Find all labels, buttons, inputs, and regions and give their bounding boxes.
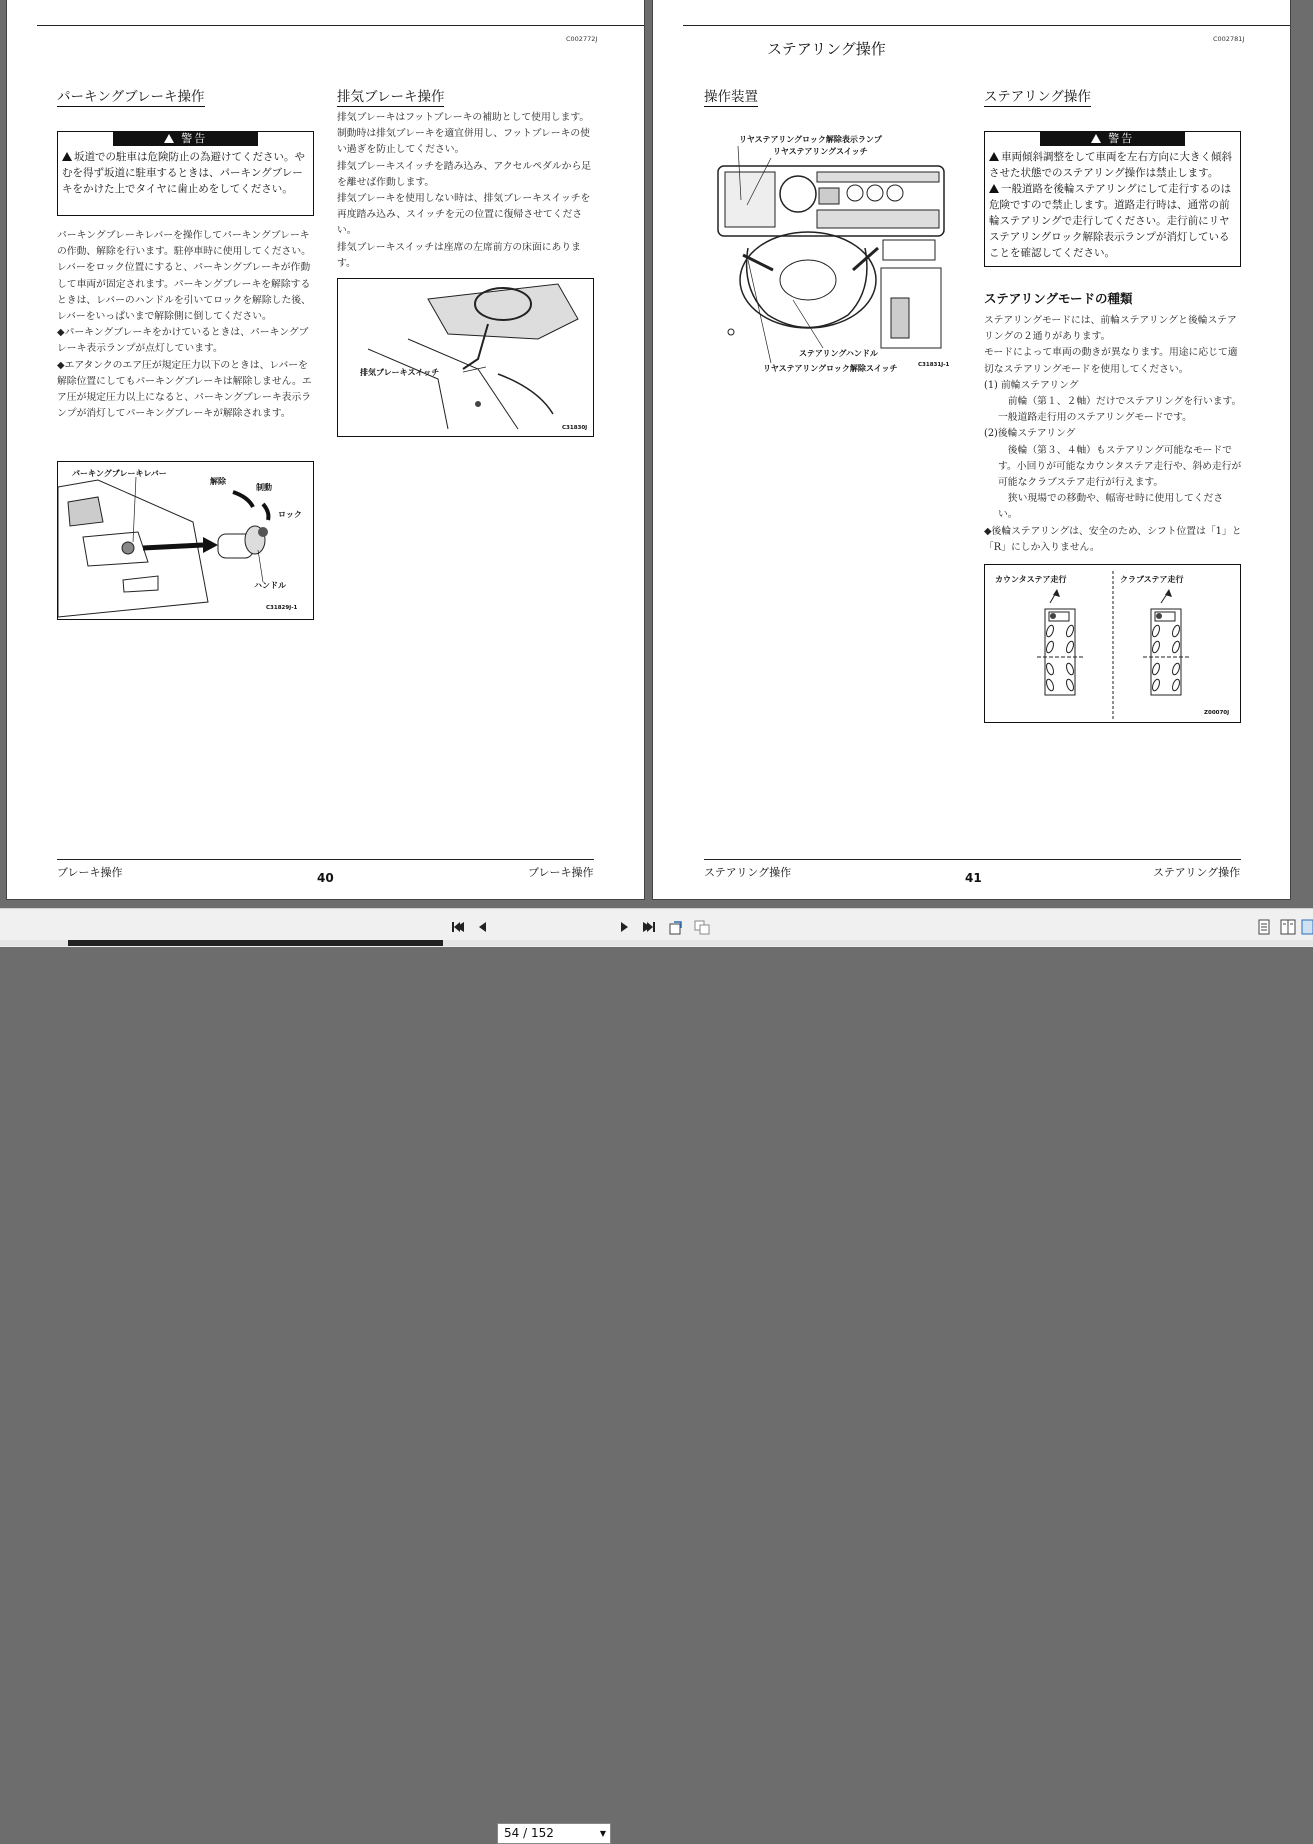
- single-page-icon[interactable]: [1255, 918, 1273, 936]
- subhead-steering-modes: ステアリングモードの種類: [984, 291, 1133, 306]
- steering-mode-text: ステアリングモードには、前輪ステアリングと後輪ステアリングの２通りがあります。 モードによって車両の動きが異なります。用途に応じて適切なステアリングモードを使用してください。 (1) 前輪ステアリング 前輪（第１、２軸）だけでステアリングを行います。一般道路走行用のステアリングモードです。 (2)後輪ステアリング 後輪（第３、４軸）もステアリング可能なモードです。小回りが可能なカウンタステア走行や、斜め走行が可能なクラブステア走行が行えます。 狭い現場での移動や、幅寄せ時に使用してください。 ◆後輪ステアリングは、安全のため、シフト位置は「1」と「R」にしか入りません。: [984, 315, 1242, 553]
- footer-right-text: ステアリング操作: [1153, 866, 1241, 879]
- label-lock: ロック: [278, 510, 302, 519]
- footer-right-text: ブレーキ操作: [528, 866, 594, 879]
- label-rear-unlock-switch: リヤステアリングロック解除スイッチ: [763, 364, 898, 373]
- warning-icon: [989, 184, 999, 193]
- warning-text: 坂道での駐車は危険防止の為避けてください。やむを得ず坂道に駐車するときは、パーキングブレーキをかけた上でタイヤに歯止めをしてください。: [62, 151, 305, 195]
- last-page-icon[interactable]: [640, 918, 658, 936]
- page-40: [7, 0, 644, 899]
- warning-icon: [989, 152, 999, 161]
- scrollbar-thumb[interactable]: [68, 940, 443, 946]
- warning-icon: [62, 152, 72, 161]
- page-number: 41: [965, 871, 982, 885]
- figure-code: C31830J: [562, 425, 588, 431]
- section-title-controls: 操作装置: [704, 85, 758, 107]
- label-handle: ハンドル: [254, 581, 286, 590]
- figure-exhaust-brake-switch: [337, 278, 594, 437]
- label-exhaust-switch: 排気ブレーキスイッチ: [360, 368, 440, 377]
- rotate-icon[interactable]: [667, 918, 685, 936]
- label-rear-steering-switch: リヤステアリングスイッチ: [773, 147, 868, 156]
- figure-code: C31831J-1: [918, 362, 950, 368]
- prev-page-icon[interactable]: [473, 918, 491, 936]
- document-viewport: [0, 0, 1313, 908]
- warning-icon: [164, 134, 174, 143]
- figure-steering-controls: [713, 130, 953, 375]
- footer-rule: [704, 859, 1241, 860]
- steering-modes-diagram: [985, 565, 1241, 723]
- figure-parking-brake-lever: [57, 461, 314, 620]
- section-title-exhaust-brake: 排気ブレーキ操作: [337, 85, 444, 107]
- figure-code: C31829J-1: [266, 605, 298, 611]
- doc-code: C002781J: [1213, 35, 1245, 43]
- thumbnail-icon[interactable]: [1301, 918, 1313, 936]
- footer-left-text: ステアリング操作: [704, 866, 792, 879]
- label-counter-steer: カウンタステア走行: [995, 575, 1067, 584]
- page-number: 40: [317, 871, 334, 885]
- parking-brake-illustration: [58, 462, 314, 620]
- label-release: 解除: [210, 477, 226, 486]
- parking-brake-text: パーキングブレーキレバーを操作してパーキングブレーキの作動、解除を行います。駐停車時に使用してください。 レバーをロック位置にすると、パーキングブレーキが作動して車両が固定されます。パーキングブレーキを解除するときは、レバーのハンドルを引いてロックを解除した後、レバーをいっぱいまで解除側に倒してください。 ◆パーキングブレーキをかけているときは、パーキングブレーキ表示ランプが点灯しています。 ◆エアタンクのエア圧が規定圧力以下のときは、レバーを解除位置にしてもパーキングブレーキは解除しません。エア圧が規定圧力以上になると、パーキングブレーキ表示ランプが消灯してパーキングブレーキが解除されます。: [57, 230, 312, 420]
- label-steering-handle: ステアリングハンドル: [799, 349, 878, 358]
- page-title: ステアリング操作: [767, 40, 886, 58]
- warning-icon: [1091, 134, 1101, 143]
- warning-heading: 警告: [113, 131, 258, 146]
- footer-rule: [57, 859, 594, 860]
- page-41: [653, 0, 1290, 899]
- page-number-select[interactable]: [497, 1823, 611, 1844]
- two-page-icon[interactable]: [1279, 918, 1297, 936]
- label-rear-lock-lamp: リヤステアリングロック解除表示ランプ: [739, 135, 882, 144]
- figure-steering-modes: [984, 564, 1241, 723]
- footer-left-text: ブレーキ操作: [57, 866, 123, 879]
- warning-heading: 警告: [1040, 131, 1185, 146]
- label-brake: 制動: [256, 483, 272, 492]
- fit-page-icon[interactable]: [693, 918, 711, 936]
- label-parking-lever: パーキングブレーキレバー: [72, 469, 167, 478]
- first-page-icon[interactable]: [449, 918, 467, 936]
- label-crab-steer: クラブステア走行: [1120, 575, 1184, 584]
- exhaust-brake-illustration: [338, 279, 594, 437]
- figure-code: Z00070J: [1204, 710, 1230, 716]
- header-rule: [37, 25, 644, 26]
- exhaust-brake-text: 排気ブレーキはフットブレーキの補助として使用します。制動時は排気ブレーキを適宜併用し、フットブレーキの使い過ぎを防止してください。 排気ブレーキスイッチを踏み込み、アクセルペダルから足を離せば作動します。 排気ブレーキを使用しない時は、排気ブレーキスイッチを再度踏み込み、スイッチを元の位置に復帰させてください。 排気ブレーキスイッチは座席の左席前方の床面にあります。: [337, 112, 592, 269]
- next-page-icon[interactable]: [616, 918, 634, 936]
- section-title-parking-brake: パーキングブレーキ操作: [57, 85, 205, 107]
- warning-box-parking: [57, 131, 314, 216]
- doc-code: C002772J: [566, 35, 598, 43]
- section-title-steering: ステアリング操作: [984, 85, 1091, 107]
- warning-box-steering: [984, 131, 1241, 267]
- dashboard-illustration: [713, 130, 953, 375]
- warning-text: 車両傾斜調整をして車両を左右方向に大きく傾斜させた状態でのステアリング操作は禁止します。 一般道路を後輪ステアリングにして走行するのは危険ですので禁止します。道路走行時は、通常の前輪ステアリングで走行してください。走行前にリヤステアリングロック解除表示ランプが消灯していることを確認してください。: [989, 151, 1232, 259]
- chevron-down-icon: ▼: [599, 1829, 606, 1838]
- page-indicator-text: 54 / 152: [504, 1826, 554, 1840]
- header-rule: [683, 25, 1290, 26]
